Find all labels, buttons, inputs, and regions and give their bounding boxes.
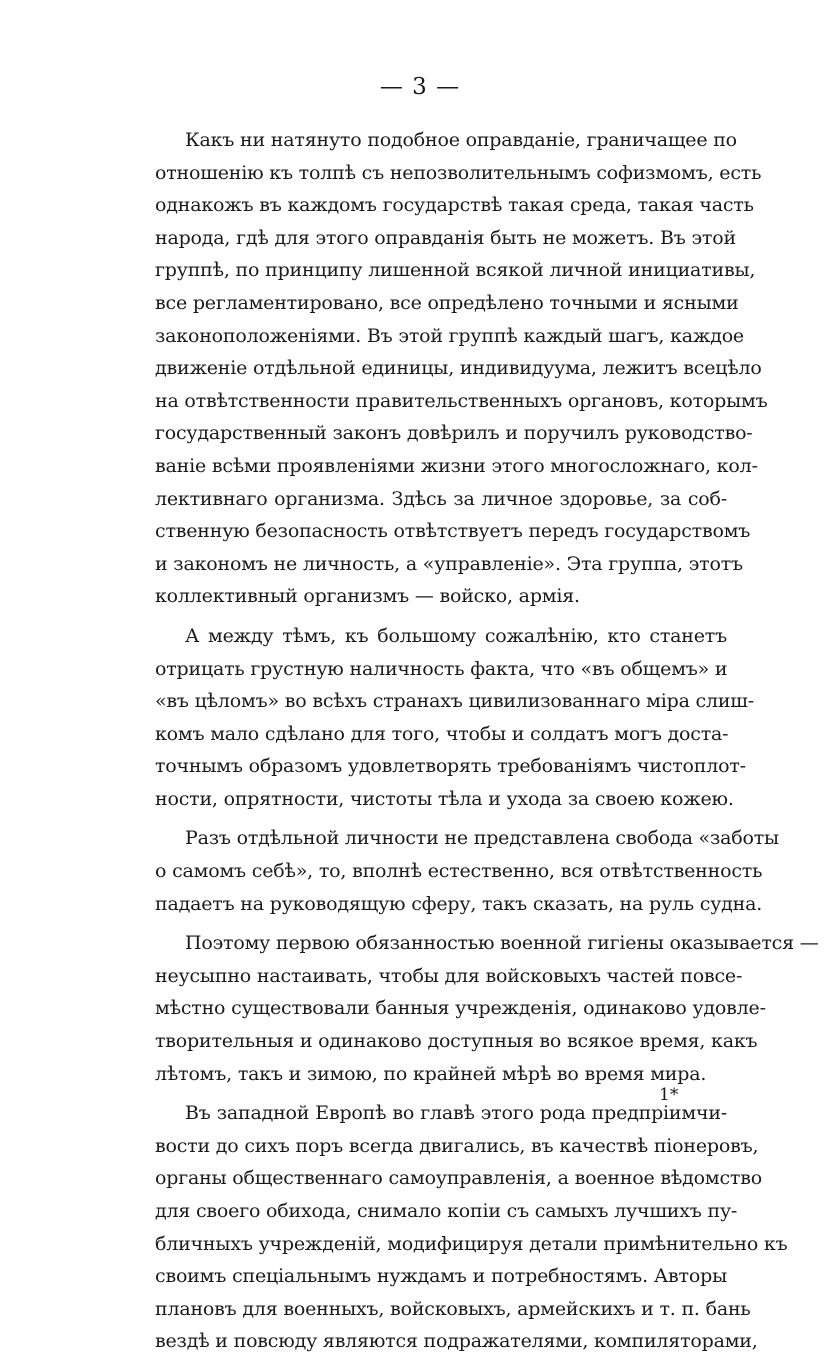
text-line: все регламентировано, все опредѣлено точными и ясными [155,291,739,314]
text-line: ности, опрятности, чистоты тѣла и ухода за своею кожею. [155,787,734,810]
text-line: коллективный организмъ — войско, армія. [155,585,580,608]
text-line: лективнаго организма. Здѣсь за личное здоровье, за соб- [155,487,727,510]
text-line: лѣтомъ, такъ и зимою, по крайней мѣрѣ во время мира. [155,1062,707,1085]
text-line: точнымъ образомъ удовлетворять требованіямъ чистоплот- [155,755,746,778]
paragraph-2 [155,620,754,816]
text-line: Въ западной Европѣ во главѣ этого рода предпріимчи- [185,1102,727,1125]
text-line: государственный законъ довѣрилъ и поручилъ руководство- [155,422,753,445]
paragraph-3 [155,822,779,920]
text-line: группѣ, по принципу лишенной всякой личной инициативы, [155,259,756,282]
text-line: ваніе всѣми проявленіями жизни этого многосложнаго, кол- [155,454,758,477]
text-line: «въ цѣломъ» во всѣхъ странахъ цивилизованнаго міра слиш- [155,690,754,713]
text-line: комъ мало сдѣлано для того, чтобы и солдатъ могъ доста- [155,722,729,745]
text-line: мѣстно существовали банныя учрежденія, одинаково удовле- [155,997,766,1020]
text-line: однакожъ въ каждомъ государствѣ такая среда, такая часть [155,194,754,217]
text-line: на отвѣтственности правительственныхъ органовъ, которымъ [155,389,768,412]
text-line: вости до сихъ поръ всегда двигались, въ качествѣ піонеровъ, [155,1134,759,1157]
text-line: отрицать грустную наличность факта, что «въ общемъ» и [155,657,728,680]
text-line: Разъ отдѣльной личности не представлена свобода «заботы [185,827,779,850]
text-line: Какъ ни натянуто подобное оправданіе, граничащее по [185,129,737,151]
text-line: движеніе отдѣльной единицы, индивидуума, лежитъ всецѣло [155,357,762,380]
paragraph-4 [155,927,819,1090]
text-line: вездѣ и повсюду являются подражателями, компиляторами, [155,1330,758,1353]
text-line: ственную безопасность отвѣтствуетъ передъ государствомъ [155,520,751,543]
text-line: плановъ для военныхъ, войсковыхъ, армейскихъ и т. п. бань [155,1297,751,1320]
text-line: и закономъ не личность, а «управленіе». Эта группа, этотъ [155,552,743,575]
text-line: о самомъ себѣ», то, вполнѣ естественно, вся отвѣтственность [155,860,763,883]
text-line: творительныя и одинаково доступныя во всякое время, какъ [155,1030,758,1053]
paragraph-5 [155,1097,788,1358]
text-line: Поэтому первою обязанностью военной гигіены оказывается — [185,932,819,955]
text-line: своимъ спеціальнымъ нуждамъ и потребностямъ. Авторы [155,1265,727,1288]
text-line: бличныхъ учрежденій, модифицируя детали примѣнительно къ [155,1232,788,1255]
text-line: народа, гдѣ для этого оправданія быть не можетъ. Въ этой [155,226,736,249]
text-line: законоположеніями. Въ этой группѣ каждый шагъ, каждое [155,324,744,347]
paragraph-1 [155,124,768,613]
text-line: органы общественнаго самоуправленія, а военное вѣдомство [155,1167,762,1190]
text-line: падаетъ на руководящую сферу, такъ сказать, на руль судна. [155,892,763,915]
body-text [155,124,819,1358]
page-number: — 3 — [379,74,461,100]
text-line: отношенію къ толпѣ съ непозволительнымъ софизмомъ, есть [155,161,762,184]
text-line: А между тѣмъ, къ большому сожалѣнію, кто станетъ [185,624,727,647]
text-line: неусыпно настаивать, чтобы для войсковыхъ частей повсе- [155,964,743,987]
text-line: для своего обихода, снимало копіи съ самыхъ лучшихъ пу- [155,1200,738,1222]
printer-signature-mark: 1* [659,1085,679,1105]
